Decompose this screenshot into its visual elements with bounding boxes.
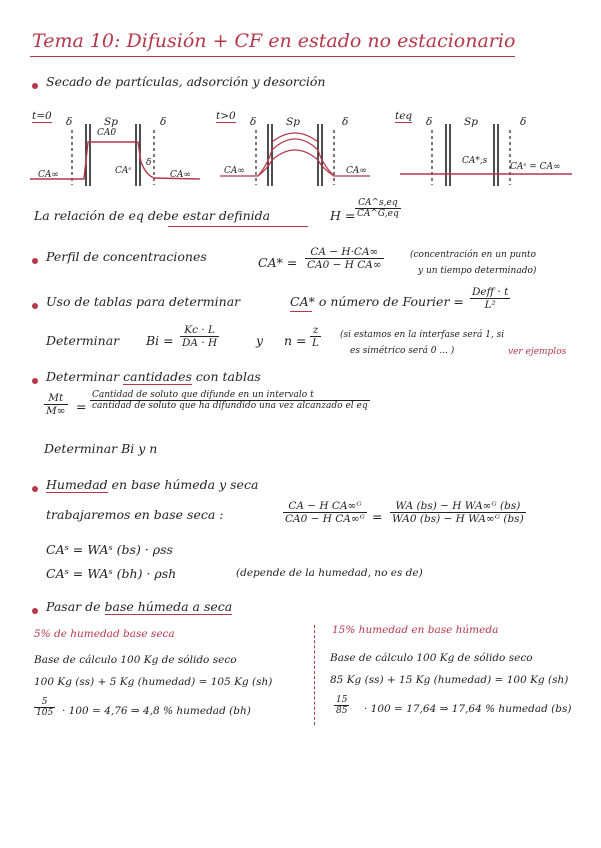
bullet-2 (32, 258, 38, 264)
right-frac-den: 85 (336, 706, 348, 716)
biot-fraction (180, 324, 219, 349)
right-example-fraction (334, 695, 349, 716)
section-heading-cantidades (46, 369, 261, 384)
profile-fraction (305, 246, 384, 271)
diagram1-delta-right: δ (160, 116, 167, 128)
profile-den: CA0 − H CA∞ (307, 259, 382, 271)
left-frac-den: 105 (36, 708, 54, 718)
fourier-target: CA* o número de Fourier = (290, 294, 464, 309)
fourier-fraction (470, 286, 510, 311)
biot-num: Kc · L (180, 324, 219, 337)
cantidades-key: cantidades (123, 369, 192, 384)
determinar-bi-n: Determinar Bi y n (44, 441, 158, 456)
relation-text: La relación de eq debe estar definida (34, 208, 271, 223)
diagram1-sp: Sp (104, 116, 118, 128)
left-example-line-2: 100 Kg (ss) + 5 Kg (humedad) = 105 Kg (sh) (34, 676, 273, 688)
relation-den: CA^G,eq (357, 209, 399, 219)
fourier-underline (290, 311, 312, 312)
diagram1-cas: CAˢ (115, 166, 132, 176)
right-example-line-3: · 100 = 17,64 ⇒ 17,64 % humedad (bs) (364, 703, 572, 715)
diagram1-ca-inf-left: CA∞ (38, 170, 59, 180)
biot-lhs: Bi = (146, 333, 174, 348)
humidity-left-num: CA − H CA∞ᴳ (283, 500, 367, 513)
left-example-line-3: · 100 = 4,76 ⇒ 4,8 % humedad (bh) (62, 705, 251, 717)
left-example-line-1: Base de cálculo 100 Kg de sólido seco (34, 654, 237, 666)
section-heading-tablas: Uso de tablas para determinar (46, 294, 241, 309)
bullet-5 (32, 486, 38, 492)
fourier-num: Deff · t (472, 286, 509, 298)
diagram1-ca0: CA0 (97, 128, 117, 138)
diagram2-delta-right: δ (342, 116, 349, 128)
section-heading-perfil: Perfil de concentraciones (46, 249, 207, 264)
n-note-2: es simétrico será 0 ... ) (350, 346, 455, 356)
relation-num: CA^s,eq (355, 198, 401, 209)
profile-note-2: y un tiempo determinado) (418, 266, 537, 276)
determinar-label: Determinar (46, 333, 120, 348)
cantidades-post: con tablas (195, 369, 261, 384)
mt-equals: = (76, 399, 87, 414)
mt-text-den: cantidad de soluto que ha difundido una vez alcanzado el eq (92, 401, 368, 411)
diagram2-ca-inf-right: CA∞ (346, 166, 367, 176)
page-title: Tema 10: Difusión + CF en estado no estacionario (32, 30, 516, 52)
right-example-line-2: 85 Kg (ss) + 15 Kg (humedad) = 100 Kg (sh) (330, 674, 569, 686)
diagram3-time: teq (395, 110, 413, 122)
relation-fraction (355, 198, 401, 219)
bullet-6 (32, 608, 38, 614)
n-note-1: (si estamos en la interfase será 1, si (340, 330, 505, 340)
left-example-fraction (34, 697, 55, 718)
n-lhs: n = (284, 333, 307, 348)
left-example-title: 5% de humedad base seca (34, 628, 175, 640)
mt-num: Mt (44, 392, 68, 405)
base-seca-label: trabajaremos en base seca : (46, 507, 224, 522)
mt-text-num: Cantidad de soluto que difunde en un intervalo t (90, 390, 370, 401)
mt-fraction (44, 392, 68, 417)
cas-wet-line: CAˢ = WAˢ (bh) · ρsh (46, 566, 177, 581)
cas-dry-line: CAˢ = WAˢ (bs) · ρss (46, 542, 173, 557)
bullet-3 (32, 303, 38, 309)
diagram3-sp: Sp (464, 116, 478, 128)
section-heading-pasar (46, 599, 232, 614)
pasar-key: base húmeda a seca (104, 599, 233, 614)
fourier-den: L² (484, 299, 496, 311)
diagram1-ca-inf-right: CA∞ (170, 170, 191, 180)
diagram2-ca-inf-left: CA∞ (224, 166, 245, 176)
diagram2-time: t>0 (216, 110, 236, 122)
mt-text-fraction (90, 390, 370, 411)
diagram2-sp: Sp (286, 116, 300, 128)
diagram3-delta-right: δ (520, 116, 527, 128)
right-example-title: 15% humedad en base húmeda (332, 624, 499, 636)
section-heading-secado: Secado de partículas, adsorción y desorción (46, 74, 326, 89)
profile-note-1: (concentración en un punto (410, 250, 537, 260)
humidity-right-num: WA (bs) − H WA∞ᴳ (bs) (390, 500, 526, 513)
diagram2-delta-left: δ (250, 116, 257, 128)
diagram1-delta-small: δ (146, 158, 152, 168)
mt-den: M∞ (46, 405, 66, 417)
relation-h: H = (330, 208, 356, 223)
bullet-4 (32, 378, 38, 384)
column-divider (314, 625, 315, 725)
humidity-right-den: WA0 (bs) − H WA∞ᴳ (bs) (392, 513, 524, 525)
diagram3-cas-eq: CAˢ = CA∞ (510, 162, 561, 172)
profile-num: CA − H·CA∞ (305, 246, 384, 259)
diagram3-ca-seq: CA*,s (462, 156, 488, 166)
section-heading-humedad (46, 477, 258, 492)
right-frac-num: 15 (336, 695, 348, 705)
humedad-key: Humedad (46, 477, 108, 492)
right-example-line-1: Base de cálculo 100 Kg de sólido seco (330, 652, 533, 664)
pasar-pre: Pasar de (46, 599, 101, 614)
profile-lhs: CA* = (258, 255, 298, 270)
left-frac-num: 5 (34, 697, 55, 708)
and-y: y (256, 333, 264, 348)
diagram1-time: t=0 (32, 110, 52, 122)
relation-underline (168, 226, 308, 227)
n-fraction (310, 324, 321, 349)
n-den: L (312, 337, 319, 349)
cantidades-pre: Determinar (46, 369, 120, 384)
humidity-left-den: CA0 − H CA∞ᴳ (285, 513, 365, 525)
humidity-equals: = (372, 509, 383, 524)
humedad-post: en base húmeda y seca (111, 477, 259, 492)
n-note-examples: ver ejemplos (508, 347, 567, 357)
biot-den: DA · H (182, 337, 218, 349)
humidity-left-fraction (283, 500, 367, 525)
n-num: z (310, 324, 321, 337)
diagram3-delta-left: δ (426, 116, 433, 128)
diagram1-delta-left: δ (66, 116, 73, 128)
cas-wet-note: (depende de la humedad, no es de) (236, 567, 423, 579)
humidity-right-fraction (390, 500, 526, 525)
